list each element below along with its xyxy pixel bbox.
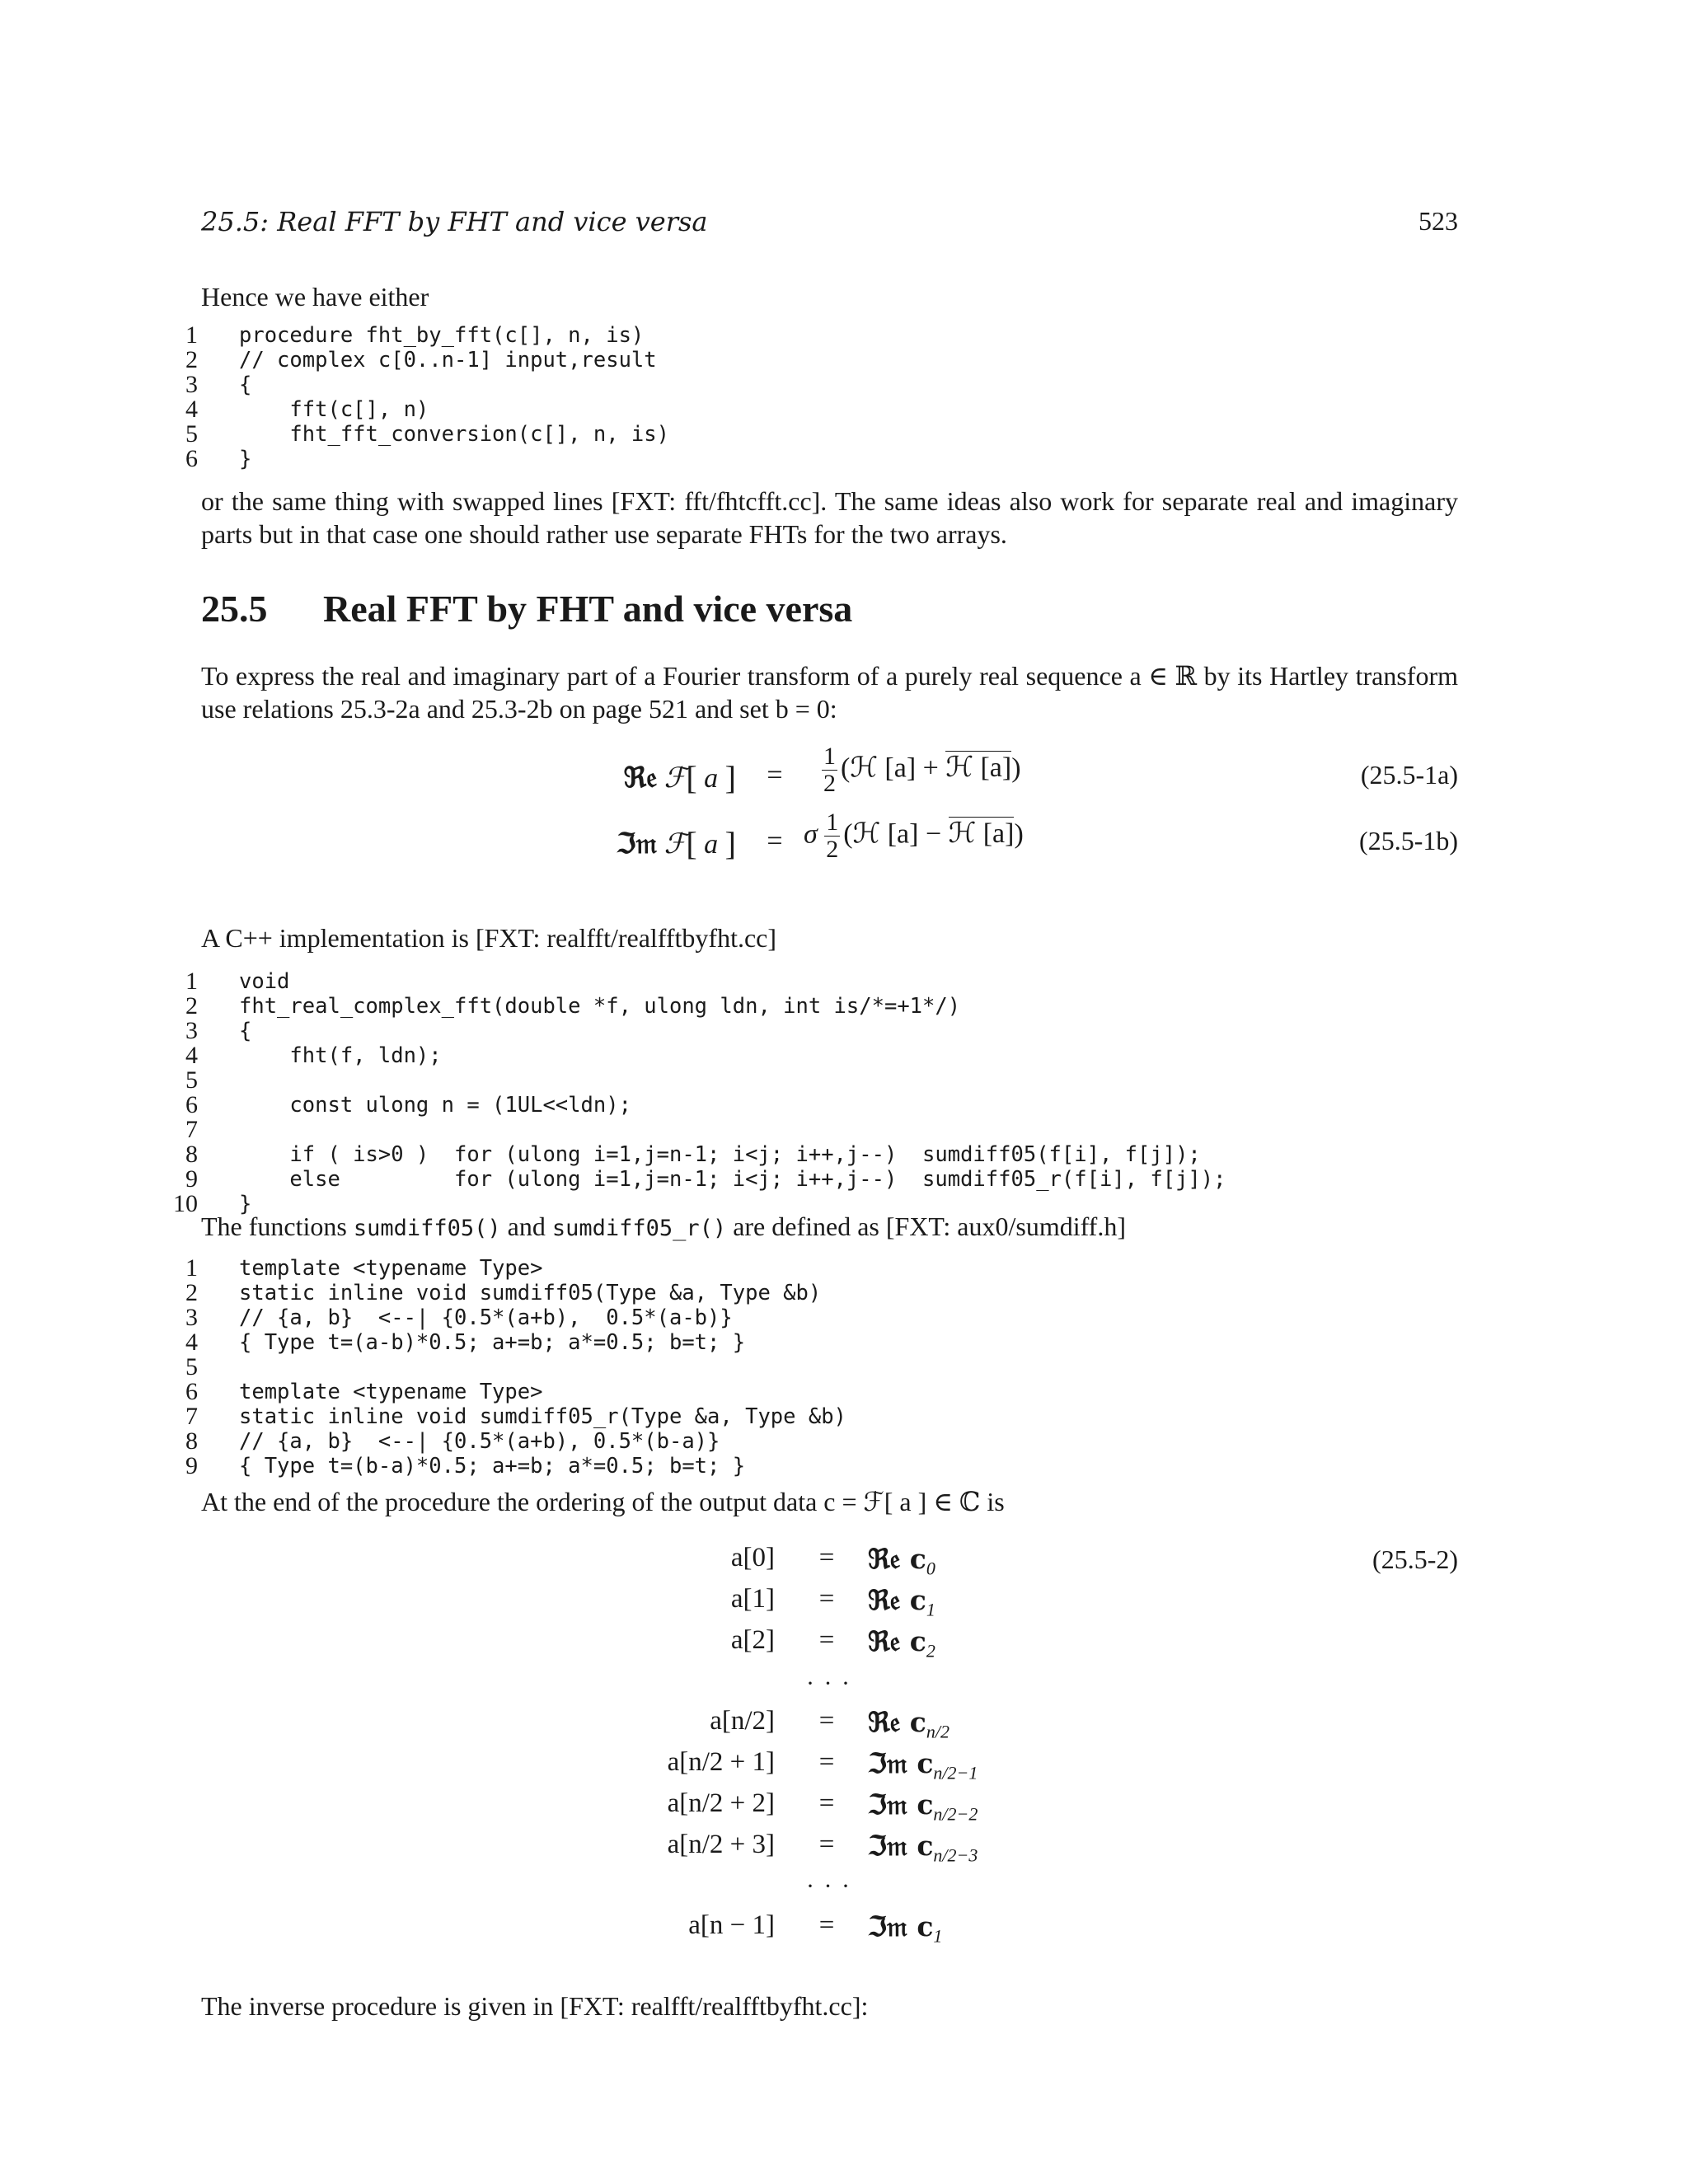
line-number: 3: [185, 1017, 198, 1044]
ellipsis-dots: · · ·: [806, 1670, 851, 1697]
equals-sign: =: [818, 1706, 835, 1736]
line-number: 5: [185, 1353, 198, 1380]
paragraph-cpp-implementation: A C++ implementation is [FXT: realfft/realfftbyfht.cc]: [201, 923, 777, 953]
code-text: const ulong n = (1UL<<ldn);: [239, 1093, 631, 1118]
line-number: 2: [185, 992, 198, 1019]
mapping-lhs: a[n/2 + 2]: [667, 1788, 775, 1818]
line-number: 1: [185, 968, 198, 995]
equals-sign: =: [818, 1543, 835, 1572]
mapping-lhs: a[n/2 + 3]: [667, 1830, 775, 1859]
mapping-row: [0, 1625, 1688, 1663]
line-number: 10: [173, 1190, 198, 1217]
paragraph-ordering: At the end of the procedure the ordering of the output data c = ℱ[ a ] ∈ ℂ is: [201, 1487, 1005, 1516]
code-text: { Type t=(b-a)*0.5; a+=b; a*=0.5; b=t; }: [239, 1454, 746, 1479]
code-text: static inline void sumdiff05_r(Type &a, Type &b): [239, 1404, 846, 1429]
paragraph-intro: To express the real and imaginary part of a Fourier transform of a purely real sequence a ∈ ℝ by its Hartley transform use relations 25.3-2a and 25.3-2b on page 521 and set b = 0:: [201, 661, 1458, 724]
equation-tag: (25.5-1a): [1360, 760, 1458, 790]
line-number: 2: [185, 1279, 198, 1306]
running-head: 25.5: Real FFT by FHT and vice versa: [201, 206, 708, 237]
mapping-lhs: a[n/2]: [710, 1706, 775, 1736]
mapping-rhs: ℑ𝔪 $c_{n/2-3}$: [868, 1830, 978, 1866]
mapping-lhs: a[1]: [730, 1584, 775, 1614]
line-number: 3: [185, 1304, 198, 1331]
mapping-row: [0, 1830, 1688, 1868]
inline-code-sumdiff05: sumdiff05(): [353, 1216, 501, 1241]
mapping-lhs: a[n − 1]: [688, 1910, 775, 1940]
code-text: template <typename Type>: [239, 1380, 543, 1404]
equation-rhs: σ $\frac{1}{2}$ (ℋ [a] − ℋ [a]): [804, 808, 1024, 863]
code-text: // {a, b} <--| {0.5*(a+b), 0.5*(b-a)}: [239, 1429, 720, 1454]
code-text: else for (ulong i=1,j=n-1; i<j; i++,j--) sumdiff05_r(f[i], f[j]);: [239, 1167, 1226, 1192]
section-title: Real FFT by FHT and vice versa: [323, 588, 853, 630]
line-number: 6: [185, 1091, 198, 1118]
line-number: 1: [185, 1254, 198, 1282]
equals-sign: =: [767, 760, 783, 790]
code-text: void: [239, 969, 290, 994]
equals-sign: =: [818, 1910, 835, 1940]
page-number: 523: [1418, 206, 1458, 236]
mapping-rhs: ℜ𝔢 $c_0$: [868, 1543, 935, 1579]
mapping-row: [0, 1584, 1688, 1622]
ellipsis-dots: · · ·: [806, 1872, 851, 1900]
line-number: 5: [185, 1066, 198, 1094]
code-text: {: [239, 373, 252, 397]
line-number: 8: [185, 1141, 198, 1168]
equation-25-5-1b: [0, 808, 1688, 874]
line-number: 9: [185, 1165, 198, 1193]
code-text: // {a, b} <--| {0.5*(a+b), 0.5*(a-b)}: [239, 1305, 733, 1330]
mapping-rhs: ℜ𝔢 $c_1$: [868, 1584, 935, 1620]
code-text: // complex c[0..n-1] input,result: [239, 348, 657, 373]
code-text: static inline void sumdiff05(Type &a, Type &b): [239, 1281, 822, 1305]
code-text: }: [239, 1192, 252, 1216]
code-text: }: [239, 447, 252, 471]
code-text: {: [239, 1019, 252, 1043]
code-text: fht_real_complex_fft(double *f, ulong ldn, int is/*=+1*/): [239, 994, 961, 1019]
line-number: 1: [185, 321, 198, 349]
equation-tag-25-5-2: (25.5-2): [1372, 1544, 1458, 1574]
equals-sign: =: [818, 1830, 835, 1859]
code-text: fft(c[], n): [239, 397, 429, 422]
paragraph-functions: The functions sumdiff05() and sumdiff05_r() are defined as [FXT: aux0/sumdiff.h]: [201, 1212, 1126, 1241]
mapping-row: [0, 1706, 1688, 1744]
equation-lhs: ℜ𝔢 ℱ[ a ]: [623, 759, 736, 796]
equation-rhs: $\frac{1}{2}$ (ℋ [a] + ℋ [a]): [823, 743, 1021, 797]
line-number: 7: [185, 1116, 198, 1143]
mapping-rhs: ℑ𝔪 $c_{n/2-2}$: [868, 1788, 978, 1825]
equals-sign: =: [818, 1747, 835, 1777]
mapping-rhs: ℜ𝔢 $c_2$: [868, 1625, 935, 1661]
inline-code-sumdiff05-r: sumdiff05_r(): [551, 1216, 727, 1241]
equals-sign: =: [818, 1584, 835, 1614]
line-number: 7: [185, 1403, 198, 1430]
line-number: 6: [185, 445, 198, 472]
equation-lhs: ℑ𝔪 ℱ[ a ]: [616, 825, 736, 862]
mapping-row: [0, 1747, 1688, 1785]
line-number: 4: [185, 1329, 198, 1356]
equation-tag: (25.5-1b): [1359, 826, 1458, 855]
paragraph-swapped-lines: or the same thing with swapped lines [FXT: fft/fhtcfft.cc]. The same ideas also work for separate real and imaginary parts but in that case one should rather use separate FHTs for the two arrays.: [201, 486, 1458, 549]
line-number: 5: [185, 420, 198, 448]
line-number: 8: [185, 1427, 198, 1455]
mapping-row: [0, 1788, 1688, 1826]
paragraph-inverse: The inverse procedure is given in [FXT: realfft/realfftbyfht.cc]:: [201, 1991, 869, 2021]
mapping-lhs: a[n/2 + 1]: [667, 1747, 775, 1777]
code-text: fht_fft_conversion(c[], n, is): [239, 422, 669, 447]
equals-sign: =: [767, 826, 783, 856]
code-text: template <typename Type>: [239, 1256, 543, 1281]
line-number: 3: [185, 371, 198, 398]
equation-25-5-1a: [0, 742, 1688, 808]
mapping-rhs: ℑ𝔪 $c_{n/2-1}$: [868, 1747, 978, 1783]
line-number: 6: [185, 1378, 198, 1405]
line-number: 2: [185, 346, 198, 373]
code-text: if ( is>0 ) for (ulong i=1,j=n-1; i<j; i++,j--) sumdiff05(f[i], f[j]);: [239, 1142, 1201, 1167]
paragraph-hence: Hence we have either: [201, 282, 429, 312]
mapping-rhs: ℑ𝔪 $c_1$: [868, 1910, 943, 1947]
mapping-rhs: ℜ𝔢 $c_{n/2}$: [868, 1706, 950, 1742]
code-text: { Type t=(a-b)*0.5; a+=b; a*=0.5; b=t; }: [239, 1330, 746, 1355]
code-text: procedure fht_by_fft(c[], n, is): [239, 323, 645, 348]
equals-sign: =: [818, 1788, 835, 1818]
line-number: 4: [185, 1042, 198, 1069]
line-number: 9: [185, 1452, 198, 1479]
mapping-lhs: a[2]: [730, 1625, 775, 1655]
section-number: 25.5: [201, 588, 268, 630]
section-heading: [201, 587, 852, 630]
code-text: fht(f, ldn);: [239, 1043, 442, 1068]
mapping-lhs: a[0]: [730, 1543, 775, 1572]
line-number: 4: [185, 396, 198, 423]
mapping-row: [0, 1910, 1688, 1948]
equals-sign: =: [818, 1625, 835, 1655]
